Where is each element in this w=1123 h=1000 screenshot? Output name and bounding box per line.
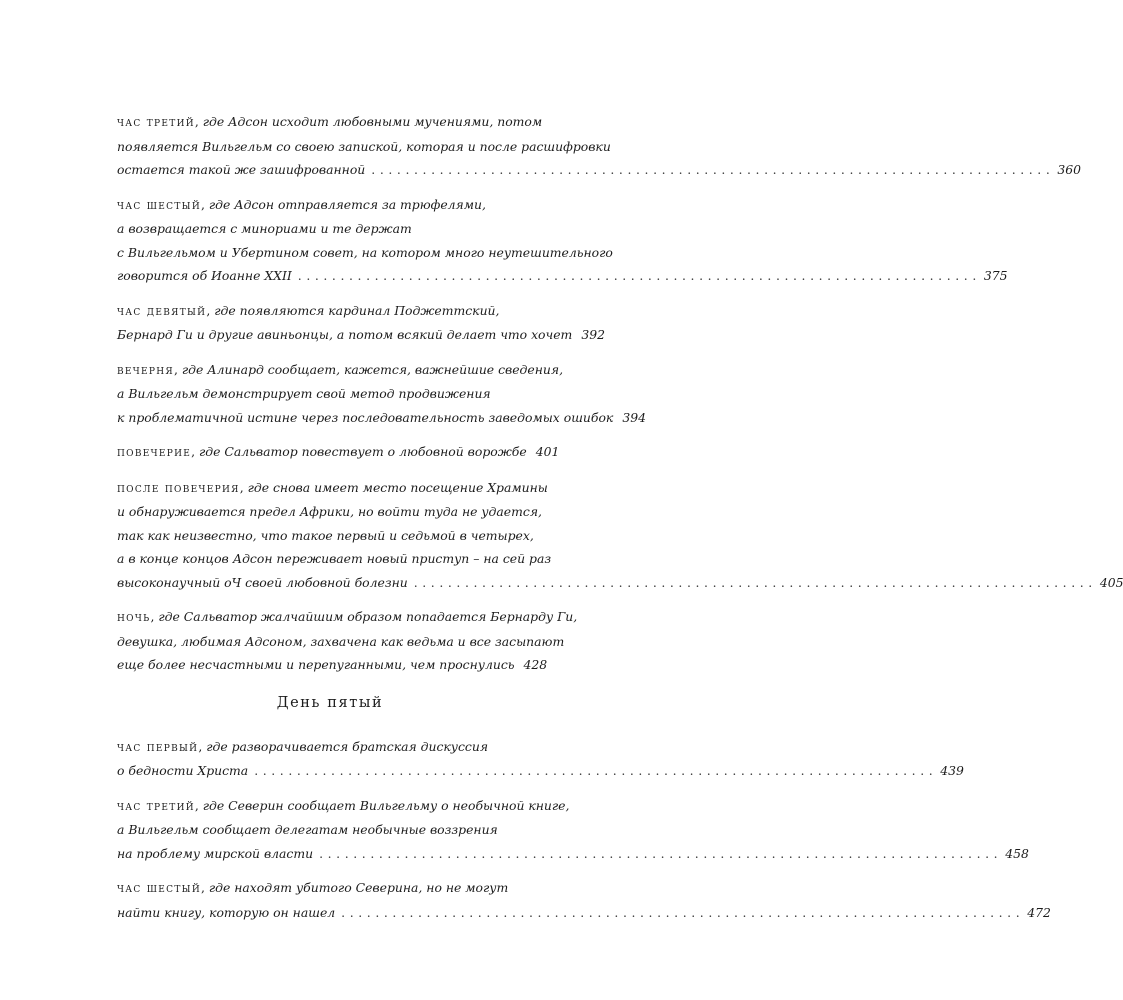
toc-page-number: 375 bbox=[983, 268, 1008, 283]
toc-entry-line bbox=[117, 876, 543, 901]
toc-entry-text: где Алинард сообщает, кажется, важнейшие сведения, bbox=[181, 361, 564, 377]
toc-entry-line bbox=[117, 158, 1082, 182]
day5-title: День пятый bbox=[276, 694, 384, 711]
dot-leader: ................................................................................ bbox=[413, 574, 1097, 590]
heading-separator: , bbox=[239, 479, 248, 495]
toc-entry-line bbox=[117, 794, 570, 819]
toc-entry-heading: час девятый bbox=[117, 303, 207, 318]
toc-entry-text: где Сальватор повествует о любовной ворожбе bbox=[199, 444, 527, 459]
dot-leader: ................................................................................ bbox=[254, 763, 938, 778]
dot-leader: ................................................................................ bbox=[341, 904, 1025, 920]
toc-entry-text: на проблему мирской власти bbox=[117, 845, 314, 861]
toc-entry-line bbox=[117, 110, 543, 135]
toc-entry-heading: после повечерия bbox=[117, 480, 240, 495]
toc-entry-line bbox=[117, 135, 611, 159]
toc-entry-line bbox=[117, 382, 543, 406]
toc-entry bbox=[117, 794, 1029, 866]
heading-separator: , bbox=[194, 797, 203, 813]
toc-entry-text: найти книгу, которую он нашел bbox=[117, 904, 336, 920]
toc-entry-heading: час третий bbox=[117, 798, 195, 813]
toc-entry bbox=[117, 605, 578, 677]
heading-separator: , bbox=[173, 361, 182, 377]
toc-entry-line bbox=[117, 406, 646, 430]
toc-entry-line bbox=[117, 842, 1029, 866]
toc-entry-text: высоконаучный оЧ своей любовной болезни bbox=[117, 574, 408, 590]
toc-entry-heading: час шестый bbox=[117, 881, 201, 895]
toc-entry-text: а Вильгельм демонстрирует свой метод продвижения bbox=[117, 386, 491, 401]
toc-page-number: 439 bbox=[940, 763, 964, 778]
toc-entry-line bbox=[117, 735, 543, 760]
toc-entry-text: и обнаруживается предел Африки, но войти туда не удается, bbox=[117, 504, 542, 519]
day4-entries bbox=[117, 110, 1123, 677]
toc-entry-text: где разворачивается братская дискуссия bbox=[206, 738, 489, 754]
toc-entry-text: появляется Вильгельм со своею запиской, которая и после расшифровки bbox=[117, 138, 611, 154]
heading-separator: , bbox=[191, 444, 200, 459]
toc-entry bbox=[117, 440, 560, 465]
toc-entry-text: еще более несчастными и перепуганными, чем проснулись bbox=[117, 657, 515, 672]
toc-entry-line bbox=[117, 358, 564, 383]
heading-separator: , bbox=[206, 302, 215, 318]
toc-entry-text: где появляются кардинал Поджеттский, bbox=[214, 302, 500, 318]
toc-entry-text: девушка, любимая Адсоном, захвачена как ведьма и все засыпают bbox=[117, 633, 565, 649]
toc-entry-text: где Северин сообщает Вильгельму о необычной книге, bbox=[202, 797, 570, 813]
toc-page-number: 428 bbox=[523, 657, 548, 672]
heading-separator: , bbox=[194, 114, 203, 129]
toc-entry-line bbox=[117, 653, 548, 677]
toc-entry-line bbox=[117, 759, 964, 783]
toc-entry-text: где Адсон отправляется за трюфелями, bbox=[208, 196, 486, 212]
toc-entry-line bbox=[117, 571, 1123, 595]
toc-page-number: 360 bbox=[1057, 162, 1082, 177]
toc-entry-text: с Вильгельмом и Убертином совет, на котором много неутешительного bbox=[117, 244, 613, 260]
toc-entry-line bbox=[117, 547, 552, 571]
toc-entry-line bbox=[117, 299, 543, 324]
toc-entry-heading: вечерня bbox=[117, 362, 174, 377]
toc-entry-line bbox=[117, 476, 548, 501]
toc-entry-line bbox=[117, 630, 565, 654]
toc-entry-line bbox=[117, 500, 543, 524]
toc-entry-text: а в конце концов Адсон переживает новый приступ – на сей раз bbox=[117, 551, 552, 566]
toc-entry-text: где Адсон исходит любовными мучениями, потом bbox=[202, 114, 543, 129]
toc-entry-line bbox=[117, 440, 560, 465]
dot-leader: ................................................................................ bbox=[371, 162, 1055, 177]
table-of-contents bbox=[117, 110, 1123, 935]
toc-entry-heading: ночь bbox=[117, 610, 151, 624]
toc-entry-line bbox=[117, 323, 605, 347]
toc-entry bbox=[117, 299, 605, 347]
toc-page-number: 392 bbox=[581, 327, 605, 342]
toc-page-number: 405 bbox=[1099, 574, 1123, 590]
dot-leader: ................................................................................ bbox=[319, 845, 1003, 861]
heading-separator: , bbox=[198, 738, 207, 754]
toc-entry-heading: повечерие bbox=[117, 445, 192, 459]
toc-entry-line bbox=[117, 217, 543, 241]
toc-page-number: 401 bbox=[535, 444, 560, 459]
toc-entry-text: а Вильгельм сообщает делегатам необычные воззрения bbox=[117, 822, 498, 837]
toc-entry bbox=[117, 876, 1051, 924]
toc-entry-heading: час шестый bbox=[117, 197, 201, 212]
toc-entry bbox=[117, 110, 1082, 182]
toc-entry-line bbox=[117, 605, 578, 630]
toc-entry bbox=[117, 735, 964, 783]
heading-separator: , bbox=[200, 880, 209, 895]
toc-entry-line bbox=[117, 193, 543, 218]
toc-entry bbox=[117, 476, 1123, 595]
toc-entry bbox=[117, 358, 646, 430]
toc-entry-line bbox=[117, 264, 1008, 288]
toc-entry-text: остается такой же зашифрованной bbox=[117, 162, 366, 177]
toc-entry-line bbox=[117, 524, 543, 548]
toc-entry-text: о бедности Христа bbox=[117, 763, 249, 778]
toc-entry bbox=[117, 193, 1008, 288]
toc-entry-line bbox=[117, 901, 1051, 925]
dot-leader: ................................................................................ bbox=[297, 268, 981, 283]
toc-page-number: 394 bbox=[622, 409, 646, 425]
toc-entry-text: где находят убитого Северина, но не могут bbox=[208, 880, 509, 895]
toc-entry-heading: час первый bbox=[117, 739, 199, 754]
day5-entries bbox=[117, 735, 1051, 925]
toc-page-number: 472 bbox=[1027, 904, 1051, 920]
toc-entry-text: где снова имеет место посещение Храмины bbox=[247, 479, 548, 495]
toc-entry-text: к проблематичной истине через последовательность заведомых ошибок bbox=[117, 409, 614, 425]
heading-separator: , bbox=[150, 609, 159, 624]
toc-entry-text: а возвращается с минориами и те держат bbox=[117, 221, 412, 236]
toc-entry-line bbox=[117, 818, 543, 842]
heading-separator: , bbox=[200, 196, 209, 212]
toc-entry-text: Бернард Ги и другие авиньонцы, а потом всякий делает что хочет bbox=[117, 327, 573, 342]
toc-entry-text: так как неизвестно, что такое первый и седьмой в четырех, bbox=[117, 527, 534, 543]
toc-page-number: 458 bbox=[1005, 845, 1029, 861]
toc-entry-text: говорится об Иоанне XXII bbox=[117, 268, 292, 283]
toc-entry-text: где Сальватор жалчайшим образом попадается Бернарду Ги, bbox=[158, 609, 578, 624]
toc-entry-heading: час третий bbox=[117, 115, 195, 129]
toc-entry-line bbox=[117, 241, 613, 265]
